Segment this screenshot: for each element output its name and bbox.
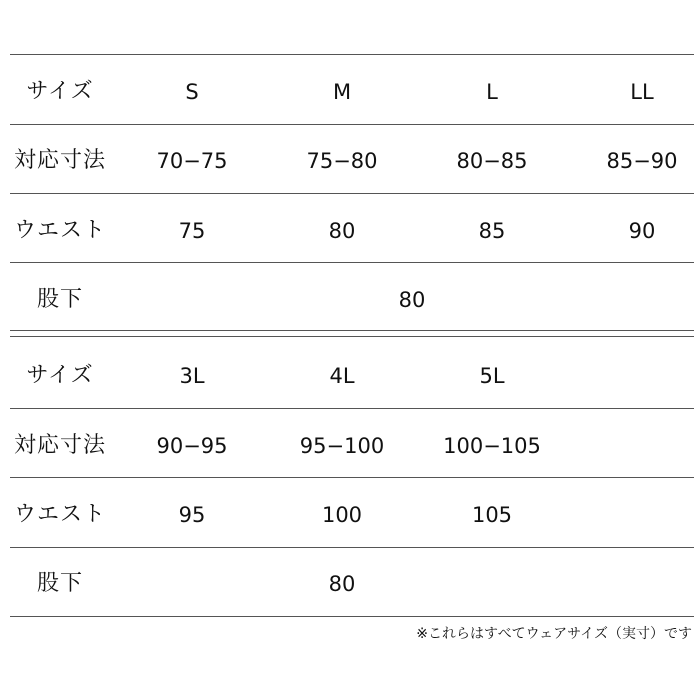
fit-cell: 85−90 — [606, 149, 678, 173]
size-note: ※これらはすべてウェアサイズ（実寸）です — [416, 626, 692, 642]
inseam-header: 股下 — [36, 287, 83, 312]
waist-cell: 105 — [471, 503, 513, 527]
table-rule — [10, 408, 694, 409]
size-cell: 3L — [179, 364, 205, 388]
fit-cell: 70−75 — [156, 149, 228, 173]
waist-header: ウエスト — [13, 218, 106, 243]
inseam-cell: 80 — [398, 288, 426, 312]
table-separator — [10, 330, 694, 331]
fit-cell: 95−100 — [299, 434, 385, 458]
table-rule — [10, 616, 694, 617]
table-rule — [10, 547, 694, 548]
size-cell: LL — [630, 80, 654, 104]
fit-header: 対応寸法 — [13, 148, 106, 173]
table-rule — [10, 193, 694, 194]
table-rule — [10, 54, 694, 55]
table-separator — [10, 336, 694, 337]
table-rule — [10, 124, 694, 125]
size-cell: 4L — [329, 364, 355, 388]
waist-cell: 80 — [328, 219, 356, 243]
size-header: サイズ — [26, 363, 94, 388]
table-rule — [10, 477, 694, 478]
fit-cell: 75−80 — [306, 149, 378, 173]
fit-cell: 90−95 — [156, 434, 228, 458]
waist-cell: 95 — [178, 503, 206, 527]
size-cell: S — [185, 80, 199, 104]
fit-cell: 100−105 — [443, 434, 541, 458]
fit-cell: 80−85 — [456, 149, 528, 173]
table-rule — [10, 262, 694, 263]
waist-header: ウエスト — [13, 502, 106, 527]
inseam-cell: 80 — [328, 572, 356, 596]
waist-cell: 75 — [178, 219, 206, 243]
size-cell: 5L — [479, 364, 505, 388]
waist-cell: 100 — [321, 503, 363, 527]
size-cell: L — [486, 80, 498, 104]
fit-header: 対応寸法 — [13, 433, 106, 458]
inseam-header: 股下 — [36, 571, 83, 596]
waist-cell: 90 — [628, 219, 656, 243]
waist-cell: 85 — [478, 219, 506, 243]
size-cell: M — [332, 80, 352, 104]
size-header: サイズ — [26, 79, 94, 104]
